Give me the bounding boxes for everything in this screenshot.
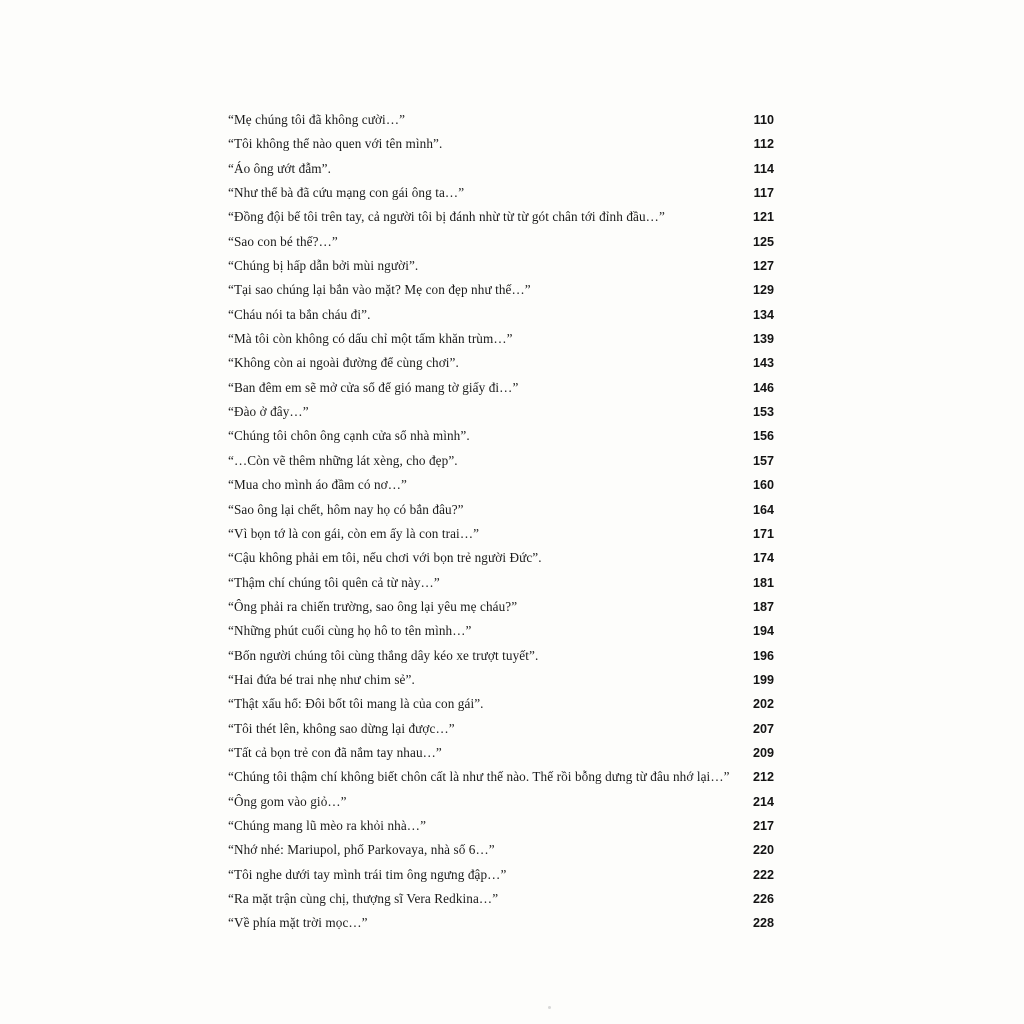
toc-entry-page-number: 202	[752, 697, 774, 712]
toc-entry-page-number: 139	[752, 332, 774, 347]
toc-entry-title: “Mẹ chúng tôi đã không cười…”	[228, 112, 406, 127]
toc-entry-page-number: 212	[752, 770, 774, 785]
toc-entry[interactable]	[228, 112, 774, 136]
toc-entry-title: “Mà tôi còn không có dấu chỉ một tấm khăn trùm…”	[228, 331, 513, 347]
toc-entry[interactable]	[228, 672, 774, 696]
toc-entry-page-number: 160	[752, 478, 774, 493]
toc-entry-title: “Tất cả bọn trẻ con đã nắm tay nhau…”	[228, 744, 442, 760]
toc-entry[interactable]	[228, 769, 774, 793]
toc-entry-title: “Cậu không phải em tôi, nếu chơi với bọn trẻ người Đức”.	[228, 550, 542, 566]
toc-entry[interactable]	[228, 380, 774, 404]
toc-entry[interactable]	[228, 867, 774, 891]
table-of-contents	[228, 112, 774, 940]
toc-entry[interactable]	[228, 794, 774, 818]
toc-entry-page-number: 199	[752, 672, 774, 687]
toc-entry[interactable]	[228, 648, 774, 672]
toc-entry-page-number: 157	[752, 453, 774, 468]
toc-entry-page-number: 114	[753, 161, 774, 176]
toc-entry-page-number: 217	[752, 818, 774, 833]
toc-entry-page-number: 220	[752, 843, 774, 858]
toc-entry-title: “Cháu nói ta bắn cháu đi”.	[228, 306, 371, 322]
toc-entry[interactable]	[228, 185, 774, 209]
toc-entry-title: “Những phút cuối cùng họ hô to tên mình…”	[228, 623, 472, 639]
toc-entry[interactable]	[228, 282, 774, 306]
toc-entry[interactable]	[228, 477, 774, 501]
toc-entry[interactable]	[228, 745, 774, 769]
toc-entry-title: “Áo ông ướt đẫm”.	[228, 160, 331, 176]
toc-entry[interactable]	[228, 258, 774, 282]
toc-entry-title: “Không còn ai ngoài đường để cùng chơi”.	[228, 355, 459, 371]
toc-entry[interactable]	[228, 307, 774, 331]
toc-entry-title: “Đào ở đây…”	[228, 404, 309, 420]
toc-entry[interactable]	[228, 575, 774, 599]
toc-entry-title: “Tôi không thể nào quen với tên mình”.	[228, 136, 443, 152]
toc-entry-page-number: 127	[752, 259, 774, 274]
toc-entry[interactable]	[228, 721, 774, 745]
toc-entry-page-number: 181	[752, 575, 774, 590]
toc-entry-title: “Ông phải ra chiến trường, sao ông lại yêu mẹ cháu?”	[228, 598, 518, 614]
toc-entry-title: “Hai đứa bé trai nhẹ như chim sẻ”.	[228, 671, 415, 687]
page-speck	[548, 1006, 551, 1009]
toc-entry[interactable]	[228, 623, 774, 647]
toc-entry-title: “Mua cho mình áo đầm có nơ…”	[228, 477, 407, 493]
toc-entry-page-number: 222	[752, 867, 774, 882]
toc-entry-page-number: 156	[752, 429, 774, 444]
toc-entry-title: “Nhớ nhé: Mariupol, phố Parkovaya, nhà số 6…”	[228, 842, 495, 858]
toc-entry-page-number: 134	[752, 307, 774, 322]
toc-entry-page-number: 194	[752, 624, 774, 639]
toc-entry-title: “Thậm chí chúng tôi quên cả từ này…”	[228, 574, 440, 590]
toc-entry-page-number: 174	[752, 551, 774, 566]
toc-entry-page-number: 196	[752, 648, 774, 663]
toc-entry-page-number: 117	[753, 186, 774, 201]
toc-entry[interactable]	[228, 818, 774, 842]
toc-entry[interactable]	[228, 599, 774, 623]
toc-entry-title: “Tại sao chúng lại bắn vào mặt? Mẹ con đẹp như thế…”	[228, 282, 531, 298]
toc-entry[interactable]	[228, 161, 774, 185]
toc-entry-page-number: 129	[752, 283, 774, 298]
toc-entry-title: “Thật xấu hổ: Đôi bốt tôi mang là của con gái”.	[228, 696, 484, 712]
toc-entry-title: “Chúng bị hấp dẫn bởi mùi người”.	[228, 258, 419, 274]
toc-entry-page-number: 121	[752, 210, 774, 225]
toc-entry[interactable]	[228, 404, 774, 428]
toc-entry-title: “Tôi nghe dưới tay mình trái tim ông ngưng đập…”	[228, 866, 507, 882]
toc-entry[interactable]	[228, 331, 774, 355]
toc-entry-title: “Ra mặt trận cùng chị, thượng sĩ Vera Redkina…”	[228, 891, 499, 906]
toc-entry[interactable]	[228, 355, 774, 379]
toc-entry-page-number: 209	[752, 745, 774, 760]
toc-entry-page-number: 164	[752, 502, 774, 517]
toc-entry-title: “Chúng mang lũ mèo ra khỏi nhà…”	[228, 817, 427, 833]
toc-entry[interactable]	[228, 915, 774, 939]
toc-entry-title: “Ban đêm em sẽ mở cửa sổ để gió mang tờ giấy đi…”	[228, 379, 519, 395]
toc-entry-title: “Đồng đội bế tôi trên tay, cả người tôi bị đánh nhừ từ từ gót chân tới đỉnh đầu…”	[228, 209, 665, 225]
toc-entry-page-number: 207	[752, 721, 774, 736]
toc-entry-page-number: 110	[753, 113, 774, 127]
toc-entry-title: “Về phía mặt trời mọc…”	[228, 915, 368, 931]
toc-entry[interactable]	[228, 502, 774, 526]
toc-entry-page-number: 171	[752, 526, 774, 541]
toc-entry-page-number: 143	[752, 356, 774, 371]
toc-entry-page-number: 214	[752, 794, 774, 809]
toc-entry-title: “Ông gom vào giỏ…”	[228, 793, 347, 809]
toc-entry[interactable]	[228, 428, 774, 452]
toc-entry-title: “Sao con bé thế?…”	[228, 233, 338, 249]
toc-entry-title: “…Còn vẽ thêm những lát xèng, cho đẹp”.	[228, 452, 458, 468]
toc-entry-title: “Chúng tôi chôn ông cạnh cửa sổ nhà mình”.	[228, 428, 470, 444]
toc-entry-page-number: 125	[752, 234, 774, 249]
toc-entry[interactable]	[228, 453, 774, 477]
toc-entry-title: “Tôi thét lên, không sao dừng lại được…”	[228, 720, 455, 736]
toc-entry[interactable]	[228, 136, 774, 160]
toc-entry[interactable]	[228, 550, 774, 574]
toc-entry[interactable]	[228, 234, 774, 258]
toc-entry-page-number: 146	[752, 380, 774, 395]
toc-entry-page-number: 153	[752, 405, 774, 420]
toc-entry-page-number: 226	[752, 892, 774, 906]
toc-entry-page-number: 187	[752, 599, 774, 614]
toc-entry-title: “Như thể bà đã cứu mạng con gái ông ta…”	[228, 185, 465, 201]
toc-entry-title: “Sao ông lại chết, hôm nay họ có bắn đâu?”	[228, 501, 464, 517]
toc-entry[interactable]	[228, 526, 774, 550]
toc-entry[interactable]	[228, 696, 774, 720]
toc-entry[interactable]	[228, 842, 774, 866]
toc-entry-title: “Chúng tôi thậm chí không biết chôn cất là như thế nào. Thế rồi bỗng dưng từ đâu nhớ lại…”	[228, 769, 730, 785]
toc-entry-page-number: 112	[753, 137, 774, 152]
toc-entry-title: “Bốn người chúng tôi cùng thắng dây kéo xe trượt tuyết”.	[228, 647, 539, 663]
toc-entry[interactable]	[228, 209, 774, 233]
toc-entry[interactable]	[228, 891, 774, 915]
toc-entry-page-number: 228	[752, 916, 774, 931]
toc-entry-title: “Vì bọn tớ là con gái, còn em ấy là con trai…”	[228, 525, 480, 541]
